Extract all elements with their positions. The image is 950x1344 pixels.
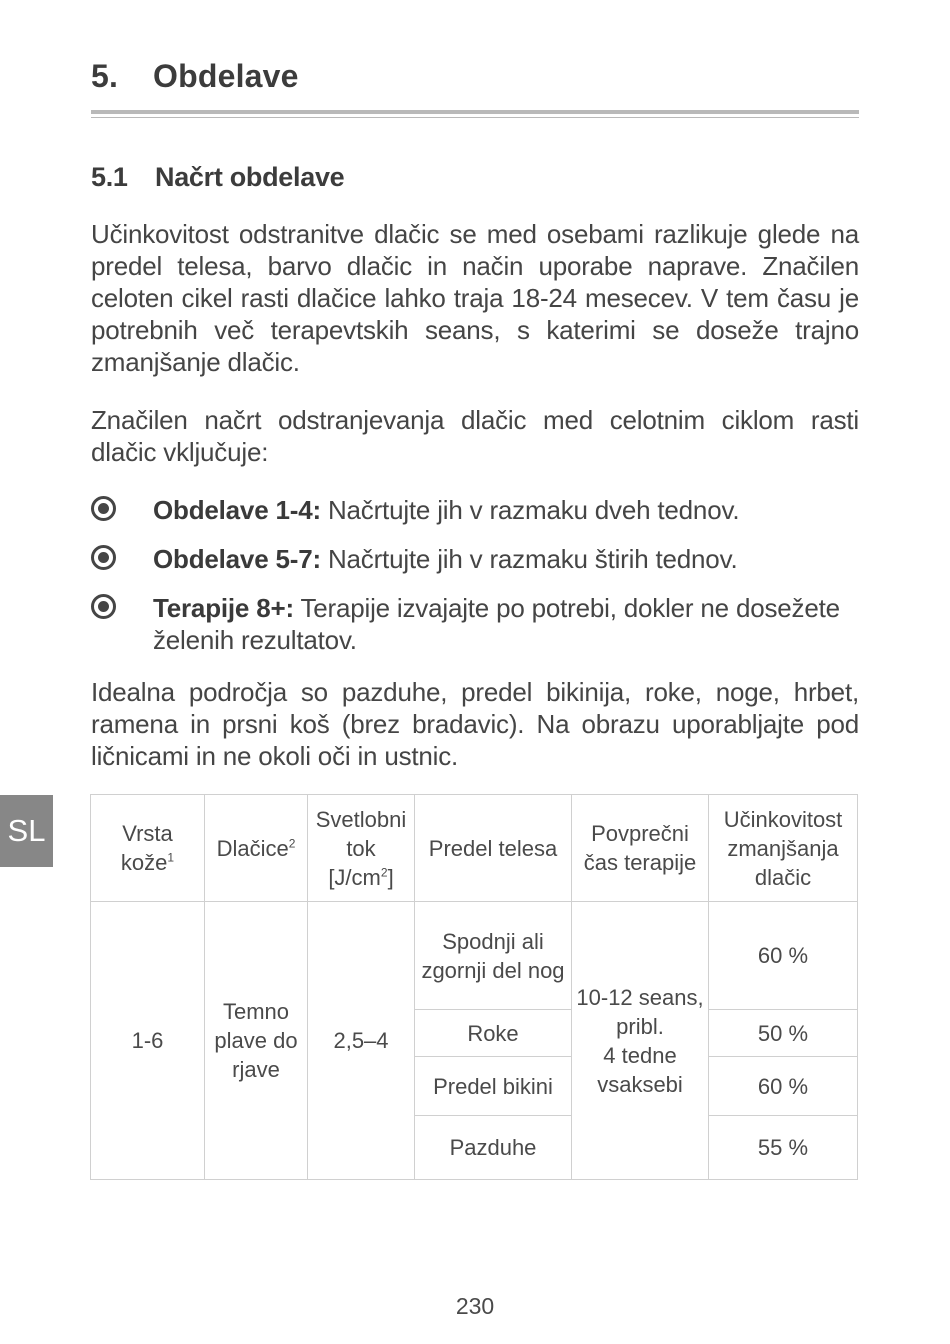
treatment-schedule-list bbox=[91, 494, 859, 656]
list-item bbox=[91, 494, 859, 526]
table-row bbox=[91, 902, 858, 1010]
header-fluence: Svetlobni tok $[J/cm^2]$ bbox=[308, 795, 415, 902]
language-tab: SL bbox=[0, 795, 53, 867]
subsection-title bbox=[91, 162, 344, 193]
ideal-areas-paragraph: Idealna področja so pazduhe, predel bikinija, roke, noge, hrbet, ramena in prsni koš (brez bradavic). Na obrazu uporabljajte pod ličnicami in ne okoli oči in ustnic. bbox=[91, 677, 859, 771]
cell-skin-type: 1-6 bbox=[91, 902, 205, 1180]
cell-body-area: Roke bbox=[415, 1010, 572, 1057]
title-rule-thin bbox=[91, 117, 859, 118]
header-effectiveness: Učinkovitost zmanjšanja dlačic bbox=[709, 795, 858, 902]
subsection-number: 5.1 bbox=[91, 162, 128, 192]
title-rule-thick bbox=[91, 110, 859, 114]
header-skin-type: Vrsta kože$^1$ bbox=[91, 795, 205, 902]
cell-average-time: 10-12 seans, pribl. 4 tedne vsaksebi bbox=[572, 902, 709, 1180]
cell-body-area: Spodnji ali zgornji del nog bbox=[415, 902, 572, 1010]
header-average-time: Povprečni čas terapije bbox=[572, 795, 709, 902]
cell-fluence: 2,5–4 bbox=[308, 902, 415, 1180]
cell-effectiveness: 55 % bbox=[709, 1116, 858, 1180]
header-hair: Dlačice$^2$ bbox=[205, 795, 308, 902]
page-number: 230 bbox=[455, 1293, 495, 1319]
list-item bbox=[91, 543, 859, 575]
list-item bbox=[91, 592, 859, 656]
section-number: 5. bbox=[91, 58, 119, 94]
bullet-label: Obdelave 1-4: bbox=[153, 495, 321, 525]
treatment-table bbox=[90, 794, 858, 1180]
subsection-title-text: Načrt obdelave bbox=[155, 162, 345, 192]
section-title-text: Obdelave bbox=[153, 58, 299, 94]
cell-hair: Temno plave do rjave bbox=[205, 902, 308, 1180]
bullet-label: Terapije 8+: bbox=[153, 593, 294, 623]
cell-effectiveness: 60 % bbox=[709, 1057, 858, 1116]
intro-paragraph: Učinkovitost odstranitve dlačic se med osebami razlikuje glede na predel telesa, barvo dlačic in način uporabe naprave. Značilen celoten cikel rasti dlačice lahko traja 18-24 mesecev. V tem času je potrebnih več terapevtskih seans, s katerimi se doseže trajno zmanjšanje dlačic. bbox=[91, 219, 859, 377]
plan-paragraph: Značilen načrt odstranjevanja dlačic med celotnim ciklom rasti dlačic vključuje: bbox=[91, 405, 859, 467]
section-title bbox=[91, 58, 299, 95]
cell-body-area: Pazduhe bbox=[415, 1116, 572, 1180]
bullet-text: Načrtujte jih v razmaku štirih tednov. bbox=[320, 544, 738, 574]
radio-bullet-icon bbox=[91, 594, 116, 619]
bullet-text: Načrtujte jih v razmaku dveh tednov. bbox=[320, 495, 740, 525]
table-header-row bbox=[91, 795, 858, 902]
cell-body-area: Predel bikini bbox=[415, 1057, 572, 1116]
bullet-text: Terapije izvajajte po potrebi, dokler ne dosežete želenih rezultatov. bbox=[153, 593, 840, 655]
radio-bullet-icon bbox=[91, 496, 116, 521]
radio-bullet-icon bbox=[91, 545, 116, 570]
bullet-label: Obdelave 5-7: bbox=[153, 544, 321, 574]
cell-effectiveness: 50 % bbox=[709, 1010, 858, 1057]
header-body-area: Predel telesa bbox=[415, 795, 572, 902]
cell-effectiveness: 60 % bbox=[709, 902, 858, 1010]
